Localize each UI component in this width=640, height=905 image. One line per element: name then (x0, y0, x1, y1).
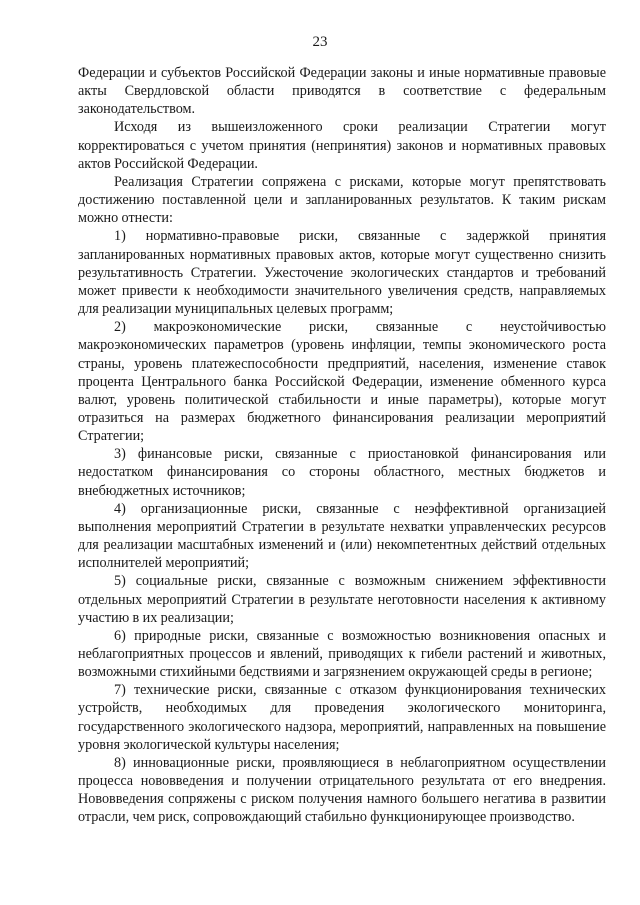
risk-item-financial: 3) финансовые риски, связанные с приостановкой финансирования или недостатком финансирования со стороны областного, местных бюджетов и внебюджетных источников; (78, 446, 606, 499)
risk-item-macroeconomic: 2) макроэкономические риски, связанные с неустойчивостью макроэкономических параметров (уровень инфляции, темпы экономического роста страны, уровень платежеспособности предприятий, населения, изменение ставок процента Центрального банка Российской Федерации, изменение обменного курса валют, уровень политической стабильности и иные параметры), которые могут отразиться на размерах бюджетного финансирования реализации мероприятий Стратегии; (78, 319, 606, 445)
risk-item-technical: 7) технические риски, связанные с отказом функционирования технических устройств, необходимых для проведения экологического мониторинга, государственного экологического надзора, мероприятий, направленных на повышение уровня экологической культуры населения; (78, 682, 606, 753)
paragraph-risks-intro: Реализация Стратегии сопряжена с рисками, которые могут препятствовать достижению поставленной цели и запланированных результатов. К таким рискам можно отнести: (78, 173, 606, 227)
risk-item-organizational: 4) организационные риски, связанные с неэффективной организацией выполнения мероприятий Стратегии в результате нехватки управленческих ресурсов для реализации масштабных изменений и (или) некомпетентных действий отдельных исполнителей мероприятий; (78, 500, 606, 572)
paragraph-timeline-adjustment: Исходя из вышеизложенного сроки реализации Стратегии могут корректироваться с учетом принятия (непринятия) законов и нормативных правовых актов Российской Федерации. (78, 119, 606, 172)
risk-item-social: 5) социальные риски, связанные с возможным снижением эффективности отдельных мероприятий Стратегии в результате неготовности населения к активному участию в их реализации; (78, 573, 606, 626)
risk-item-natural: 6) природные риски, связанные с возможностью возникновения опасных и неблагоприятных процессов и явлений, приводящих к гибели растений и животных, возможными стихийными бедствиями и загрязнением окружающей среды в регионе; (78, 627, 606, 681)
document-body (78, 64, 606, 827)
risk-item-innovation: 8) инновационные риски, проявляющиеся в неблагоприятном осуществлении процесса нововведения и получении отрицательного результата от его внедрения. Нововведения сопряжены с риском получения намного большего негатива в развитии отрасли, чем риск, сопровождающий стабильно функционирующее производство. (78, 754, 606, 826)
paragraph-continuation: Федерации и субъектов Российской Федерации законы и иные нормативные правовые акты Свердловской области приводятся в соответствие с федеральным законодательством. (78, 65, 606, 118)
risk-item-regulatory: 1) нормативно-правовые риски, связанные с задержкой принятия запланированных нормативных правовых актов, которые могут существенно снизить результативность Стратегии. Ужесточение экологических стандартов и требований может привести к необходимости значительного увеличения средств, направляемых для реализации муниципальных целевых программ; (78, 228, 606, 318)
page-number: 23 (312, 34, 328, 50)
